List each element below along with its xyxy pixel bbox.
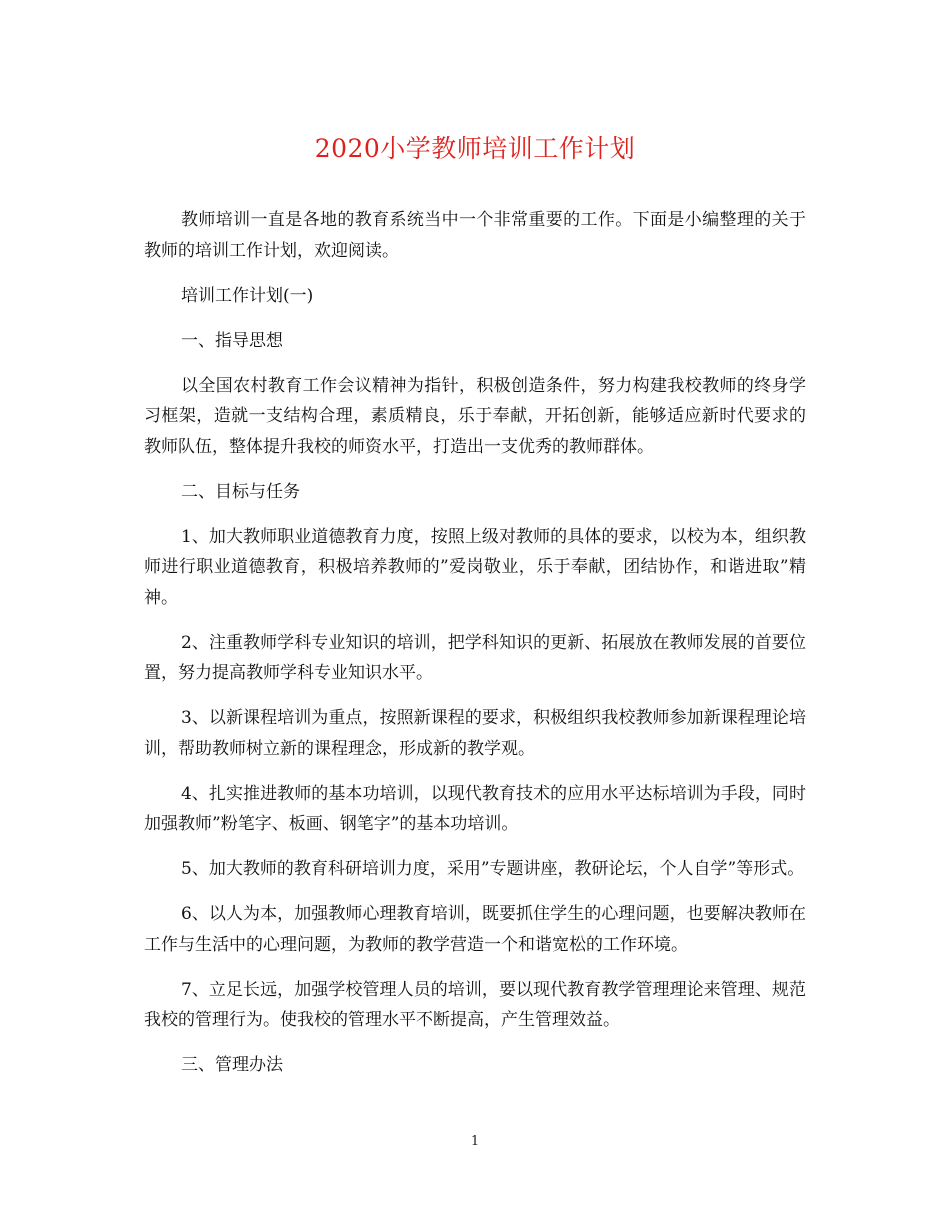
paragraph-task-2: 2、注重教师学科专业知识的培训，把学科知识的更新、拓展放在教师发展的首要位置，努力提高教师学科专业知识水平。 (144, 632, 806, 683)
heading-guiding-ideology: 一、指导思想 (181, 330, 283, 351)
heading-management-methods: 三、管理办法 (181, 1055, 283, 1075)
paragraph-task-4: 4、扎实推进教师的基本功培训，以现代教育技术的应用水平达标培训为手段，同时加强教师”粉笔字、板画、钢笔字”的基本功培训。 (144, 783, 806, 834)
document-title: 2020小学教师培训工作计划 (314, 134, 636, 163)
paragraph-task-6: 6、以人为本，加强教师心理教育培训，既要抓住学生的心理问题，也要解决教师在工作与生活中的心理问题，为教师的教学营造一个和谐宽松的工作环境。 (144, 904, 806, 955)
paragraph-task-7: 7、立足长远，加强学校管理人员的培训，要以现代教育教学管理理论来管理、规范我校的管理行为。使我校的管理水平不断提高，产生管理效益。 (144, 979, 806, 1030)
heading-plan-one: 培训工作计划(一) (181, 285, 314, 306)
paragraph-task-1: 1、加大教师职业道德教育力度，按照上级对教师的具体的要求，以校为本，组织教师进行职业道德教育，积极培养教师的”爱岗敬业，乐于奉献，团结协作，和谐进取”精神。 (144, 526, 806, 608)
paragraph-intro: 教师培训一直是各地的教育系统当中一个非常重要的工作。下面是小编整理的关于教师的培训工作计划，欢迎阅读。 (144, 210, 806, 261)
document-body (144, 205, 806, 1095)
heading-goals-tasks: 二、目标与任务 (181, 481, 300, 502)
page-number: 1 (470, 1134, 480, 1149)
paragraph-task-3: 3、以新课程培训为重点，按照新课程的要求，积极组织我校教师参加新课程理论培训，帮助教师树立新的课程理念，形成新的教学观。 (144, 708, 806, 759)
paragraph-guiding-ideology: 以全国农村教育工作会议精神为指针，积极创造条件，努力构建我校教师的终身学习框架，造就一支结构合理，素质精良，乐于奉献，开拓创新，能够适应新时代要求的教师队伍，整体提升我校的师资水平，打造出一支优秀的教师群体。 (144, 375, 806, 457)
paragraph-task-5: 5、加大教师的教育科研培训力度，采用”专题讲座，教研论坛，个人自学”等形式。 (181, 859, 805, 879)
